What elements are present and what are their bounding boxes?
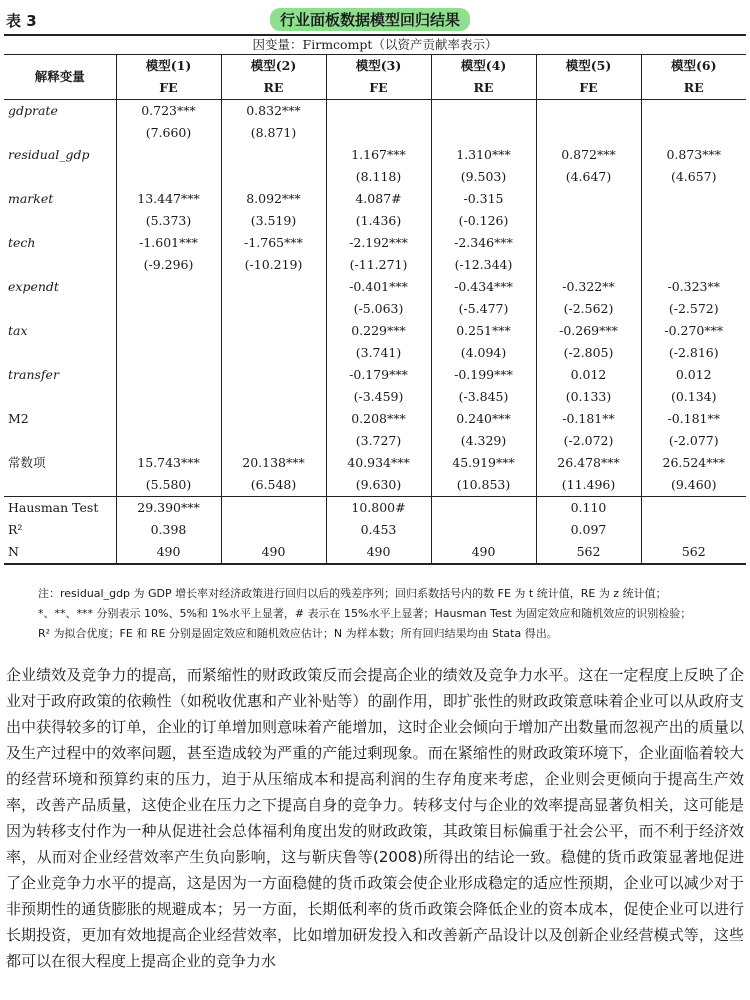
table-cell: -0.199*** [431,364,536,386]
variable-name [4,210,116,232]
variable-name [4,122,116,144]
table-cell: -0.401*** [326,276,431,298]
table-cell: (-0.126) [431,210,536,232]
table-cell [116,298,221,320]
table-cell [116,408,221,430]
variable-name: expendt [4,276,116,298]
table-cell [221,166,326,188]
table-cell: (8.118) [326,166,431,188]
table-cell [221,320,326,342]
table-cell: (-5.063) [326,298,431,320]
table-cell [116,166,221,188]
table-cell: (5.373) [116,210,221,232]
table-cell: -0.269*** [536,320,641,342]
table-row [4,144,746,166]
variable-name [4,254,116,276]
table-cell: (0.134) [670,389,717,404]
stat-row [4,497,746,520]
estimator-label: RE [221,77,326,100]
table-cell: (7.660) [116,122,221,144]
table-row [4,452,746,474]
table-header [0,8,750,30]
table-cell: (-3.845) [431,386,536,408]
table-cell: -0.181** [667,411,720,426]
table-label: 表 3 [6,12,37,30]
table-cell: 490 [326,541,431,564]
table-cell: 0.110 [536,497,641,520]
table-cell [221,386,326,408]
table-cell [536,122,641,144]
note-line: R² 为拟合优度；FE 和 RE 分别是固定效应和随机效应估计；N 为样本数；所有回归结果均由 Stata 得出。 [38,627,558,640]
table-cell: (4.329) [431,430,536,452]
table-row [4,122,746,144]
table-cell [116,144,221,166]
table-cell: (0.133) [536,386,641,408]
table-cell [536,100,641,123]
table-cell [536,232,641,254]
stat-row [4,519,746,541]
table-cell [641,497,746,520]
table-row [4,298,746,320]
table-cell: 0.832*** [221,100,326,123]
table-cell: -0.181** [536,408,641,430]
table-cell: (9.460) [670,477,717,492]
table-cell: (-2.816) [668,345,719,360]
table-cell [641,100,746,123]
table-cell: 490 [221,541,326,564]
note-line: 注：residual_gdp 为 GDP 增长率对经济政策进行回归以后的残差序列；回归系数括号内的数 FE 为 t 统计值，RE 为 z 统计值； [38,587,667,600]
table-cell [116,320,221,342]
table-row [4,166,746,188]
table-cell: 4.087# [326,188,431,210]
table-cell: 40.934*** [326,452,431,474]
table-cell [641,232,746,254]
table-cell [536,188,641,210]
variable-name [4,430,116,452]
regression-table [4,34,746,565]
table-cell: 0.453 [326,519,431,541]
variable-name: tax [4,320,116,342]
table-cell: (-11.271) [326,254,431,276]
table-cell: (3.519) [221,210,326,232]
estimator-label: RE [641,77,746,100]
table-cell: -0.434*** [431,276,536,298]
table-cell: -0.315 [431,188,536,210]
table-cell: 0.251*** [431,320,536,342]
table-cell [221,144,326,166]
table-row [4,386,746,408]
table-cell [641,188,746,210]
table-cell [641,122,746,144]
table-cell: 13.447*** [116,188,221,210]
table-row [4,100,746,123]
variable-name: gdprate [4,100,116,123]
table-cell: 0.398 [116,519,221,541]
table-cell: 0.873*** [666,147,722,162]
table-cell: -0.323** [667,279,720,294]
table-row [4,408,746,430]
table-cell: -1.765*** [221,232,326,254]
table-cell: 10.800# [326,497,431,520]
table-row [4,430,746,452]
body-paragraph: 企业绩效及竞争力的提高，而紧缩性的财政政策反而会提高企业的绩效及竞争力水平。这在一定程度上反映了企业对于政府政策的依赖性（如税收优惠和产业补贴等）的副作用，即扩张性的财政政策意味着企业可以从政府支出中获得较多的订单，企业的订单增加则意味着产能增加，这时企业会倾向于增加产出数量而忽视产出的质量以及生产过程中的效率问题，甚至造成较为严重的产能过剩现象。而在紧缩性的财政政策环境下，企业面临着较大的经营环境和预算约束的压力，迫于从压缩成本和提高利润的生存角度来考虑，企业则会更倾向于提高生产效率，改善产品质量，这使企业在压力之下提高自身的竞争力。转移支付与企业的效率提高显著负相关，这可能是因为转移支付作为一种从促进社会总体福利角度出发的财政政策，其政策目标偏重于社会公平，而不利于经济效率，从而对企业经营效率产生负向影响，这与靳庆鲁等(2008)所得出的结论一致。稳健的货币政策显著地促进了企业竞争力水平的提高，这是因为一方面稳健的货币政策会使企业形成稳定的适应性预期，企业可以减少对于非预期性的通货膨胀的规避成本；另一方面，长期低利率的货币政策会降低企业的资本成本，促使企业可以进行长期投资，更加有效地提高企业经营效率，比如增加研发投入和改善新产品设计以及创新企业经营模式等，这些都可以在很大程度上提高企业的竞争力水 [6,666,744,970]
model-header: 模型(1) [116,55,221,78]
table-cell: (9.630) [326,474,431,497]
table-cell: (5.580) [116,474,221,497]
model-header: 模型(6) [670,58,717,73]
model-header: 模型(5) [536,55,641,78]
stat-row [4,541,746,564]
table-cell: 0.012 [536,364,641,386]
table-cell: 26.524*** [662,455,725,470]
variable-name [4,386,116,408]
table-notes [38,584,744,644]
variable-name: residual_gdp [4,144,116,166]
table-cell: (-2.072) [536,430,641,452]
table-cell: (4.647) [536,166,641,188]
table-row [4,210,746,232]
table-cell [326,100,431,123]
table-cell [116,364,221,386]
table-cell: (8.871) [221,122,326,144]
model-header: 模型(4) [431,55,536,78]
table-cell: 15.743*** [116,452,221,474]
table-cell: (3.727) [326,430,431,452]
table-cell [221,408,326,430]
model-header: 模型(2) [221,55,326,78]
table-cell [221,497,326,520]
table-cell [116,430,221,452]
table-title: 行业面板数据模型回归结果 [270,8,470,31]
table-cell: 0.012 [675,367,712,382]
table-cell [431,100,536,123]
table-cell: (-12.344) [431,254,536,276]
table-cell: (10.853) [431,474,536,497]
table-cell [641,254,746,276]
table-cell [641,519,746,541]
table-cell: 0.229*** [326,320,431,342]
table-cell: (4.094) [431,342,536,364]
table-row [4,364,746,386]
table-cell: 0.097 [536,519,641,541]
table-cell: 562 [641,541,746,564]
table-cell: 0.208*** [326,408,431,430]
table-cell: 0.240*** [431,408,536,430]
estimator-label: FE [326,77,431,100]
variable-name: transfer [4,364,116,386]
table-cell: 26.478*** [536,452,641,474]
table-cell [431,122,536,144]
table-cell: (-5.477) [431,298,536,320]
variable-name [4,298,116,320]
table-cell [536,210,641,232]
table-cell: (1.436) [326,210,431,232]
table-cell: -0.179*** [326,364,431,386]
table-cell [221,430,326,452]
table-cell: (-3.459) [326,386,431,408]
table-cell [536,254,641,276]
table-cell: (-10.219) [221,254,326,276]
table-cell: 1.167*** [326,144,431,166]
table-cell: (6.548) [221,474,326,497]
table-cell [641,210,746,232]
table-cell: (-2.562) [536,298,641,320]
table-row [4,188,746,210]
variable-name: R² [4,519,116,541]
dependent-variable: 因变量：Firmcompt（以资产贡献率表示） [4,35,746,55]
table-cell [221,342,326,364]
variable-name: N [4,541,116,564]
table-cell: -0.270*** [664,323,724,338]
variable-name [4,166,116,188]
table-cell: 1.310*** [431,144,536,166]
estimator-label: FE [116,77,221,100]
table-cell: -2.192*** [326,232,431,254]
table-cell [221,276,326,298]
table-cell: (9.503) [431,166,536,188]
table-cell: 29.390*** [116,497,221,520]
variable-name: 常数项 [4,452,116,474]
table-cell: (-2.805) [536,342,641,364]
note-line: *、**、*** 分别表示 10%、5%和 1%水平上显著，# 表示在 15%水平上显著；Hausman Test 为固定效应和随机效应的识别检验； [38,607,692,620]
table-cell: (-9.296) [116,254,221,276]
table-cell: 20.138*** [221,452,326,474]
variable-column-header: 解释变量 [4,55,116,100]
table-cell: 0.872*** [536,144,641,166]
table-cell: -1.601*** [116,232,221,254]
table-cell [116,386,221,408]
table-cell: (4.657) [670,169,717,184]
variable-name [4,342,116,364]
variable-name: Hausman Test [4,497,116,520]
model-header: 模型(3) [326,55,431,78]
estimator-label: RE [431,77,536,100]
table-row [4,320,746,342]
table-cell [431,497,536,520]
table-cell: (11.496) [536,474,641,497]
variable-name: tech [4,232,116,254]
table-cell: 490 [431,541,536,564]
table-cell: 490 [116,541,221,564]
table-cell: 0.723*** [116,100,221,123]
table-cell: -2.346*** [431,232,536,254]
table-cell [221,364,326,386]
variable-name: M2 [4,408,116,430]
table-row [4,276,746,298]
table-cell [326,122,431,144]
variable-name [4,474,116,497]
table-row [4,342,746,364]
table-row [4,474,746,497]
variable-name: market [4,188,116,210]
table-cell [116,276,221,298]
table-cell: 562 [536,541,641,564]
table-row [4,254,746,276]
table-cell: (-2.572) [668,301,719,316]
table-cell [116,342,221,364]
table-cell [221,519,326,541]
table-row [4,232,746,254]
estimator-label: FE [536,77,641,100]
table-cell: 45.919*** [431,452,536,474]
table-cell: 8.092*** [221,188,326,210]
table-cell [431,519,536,541]
table-cell: (3.741) [326,342,431,364]
table-cell: -0.322** [536,276,641,298]
table-cell [221,298,326,320]
table-cell: (-2.077) [668,433,719,448]
